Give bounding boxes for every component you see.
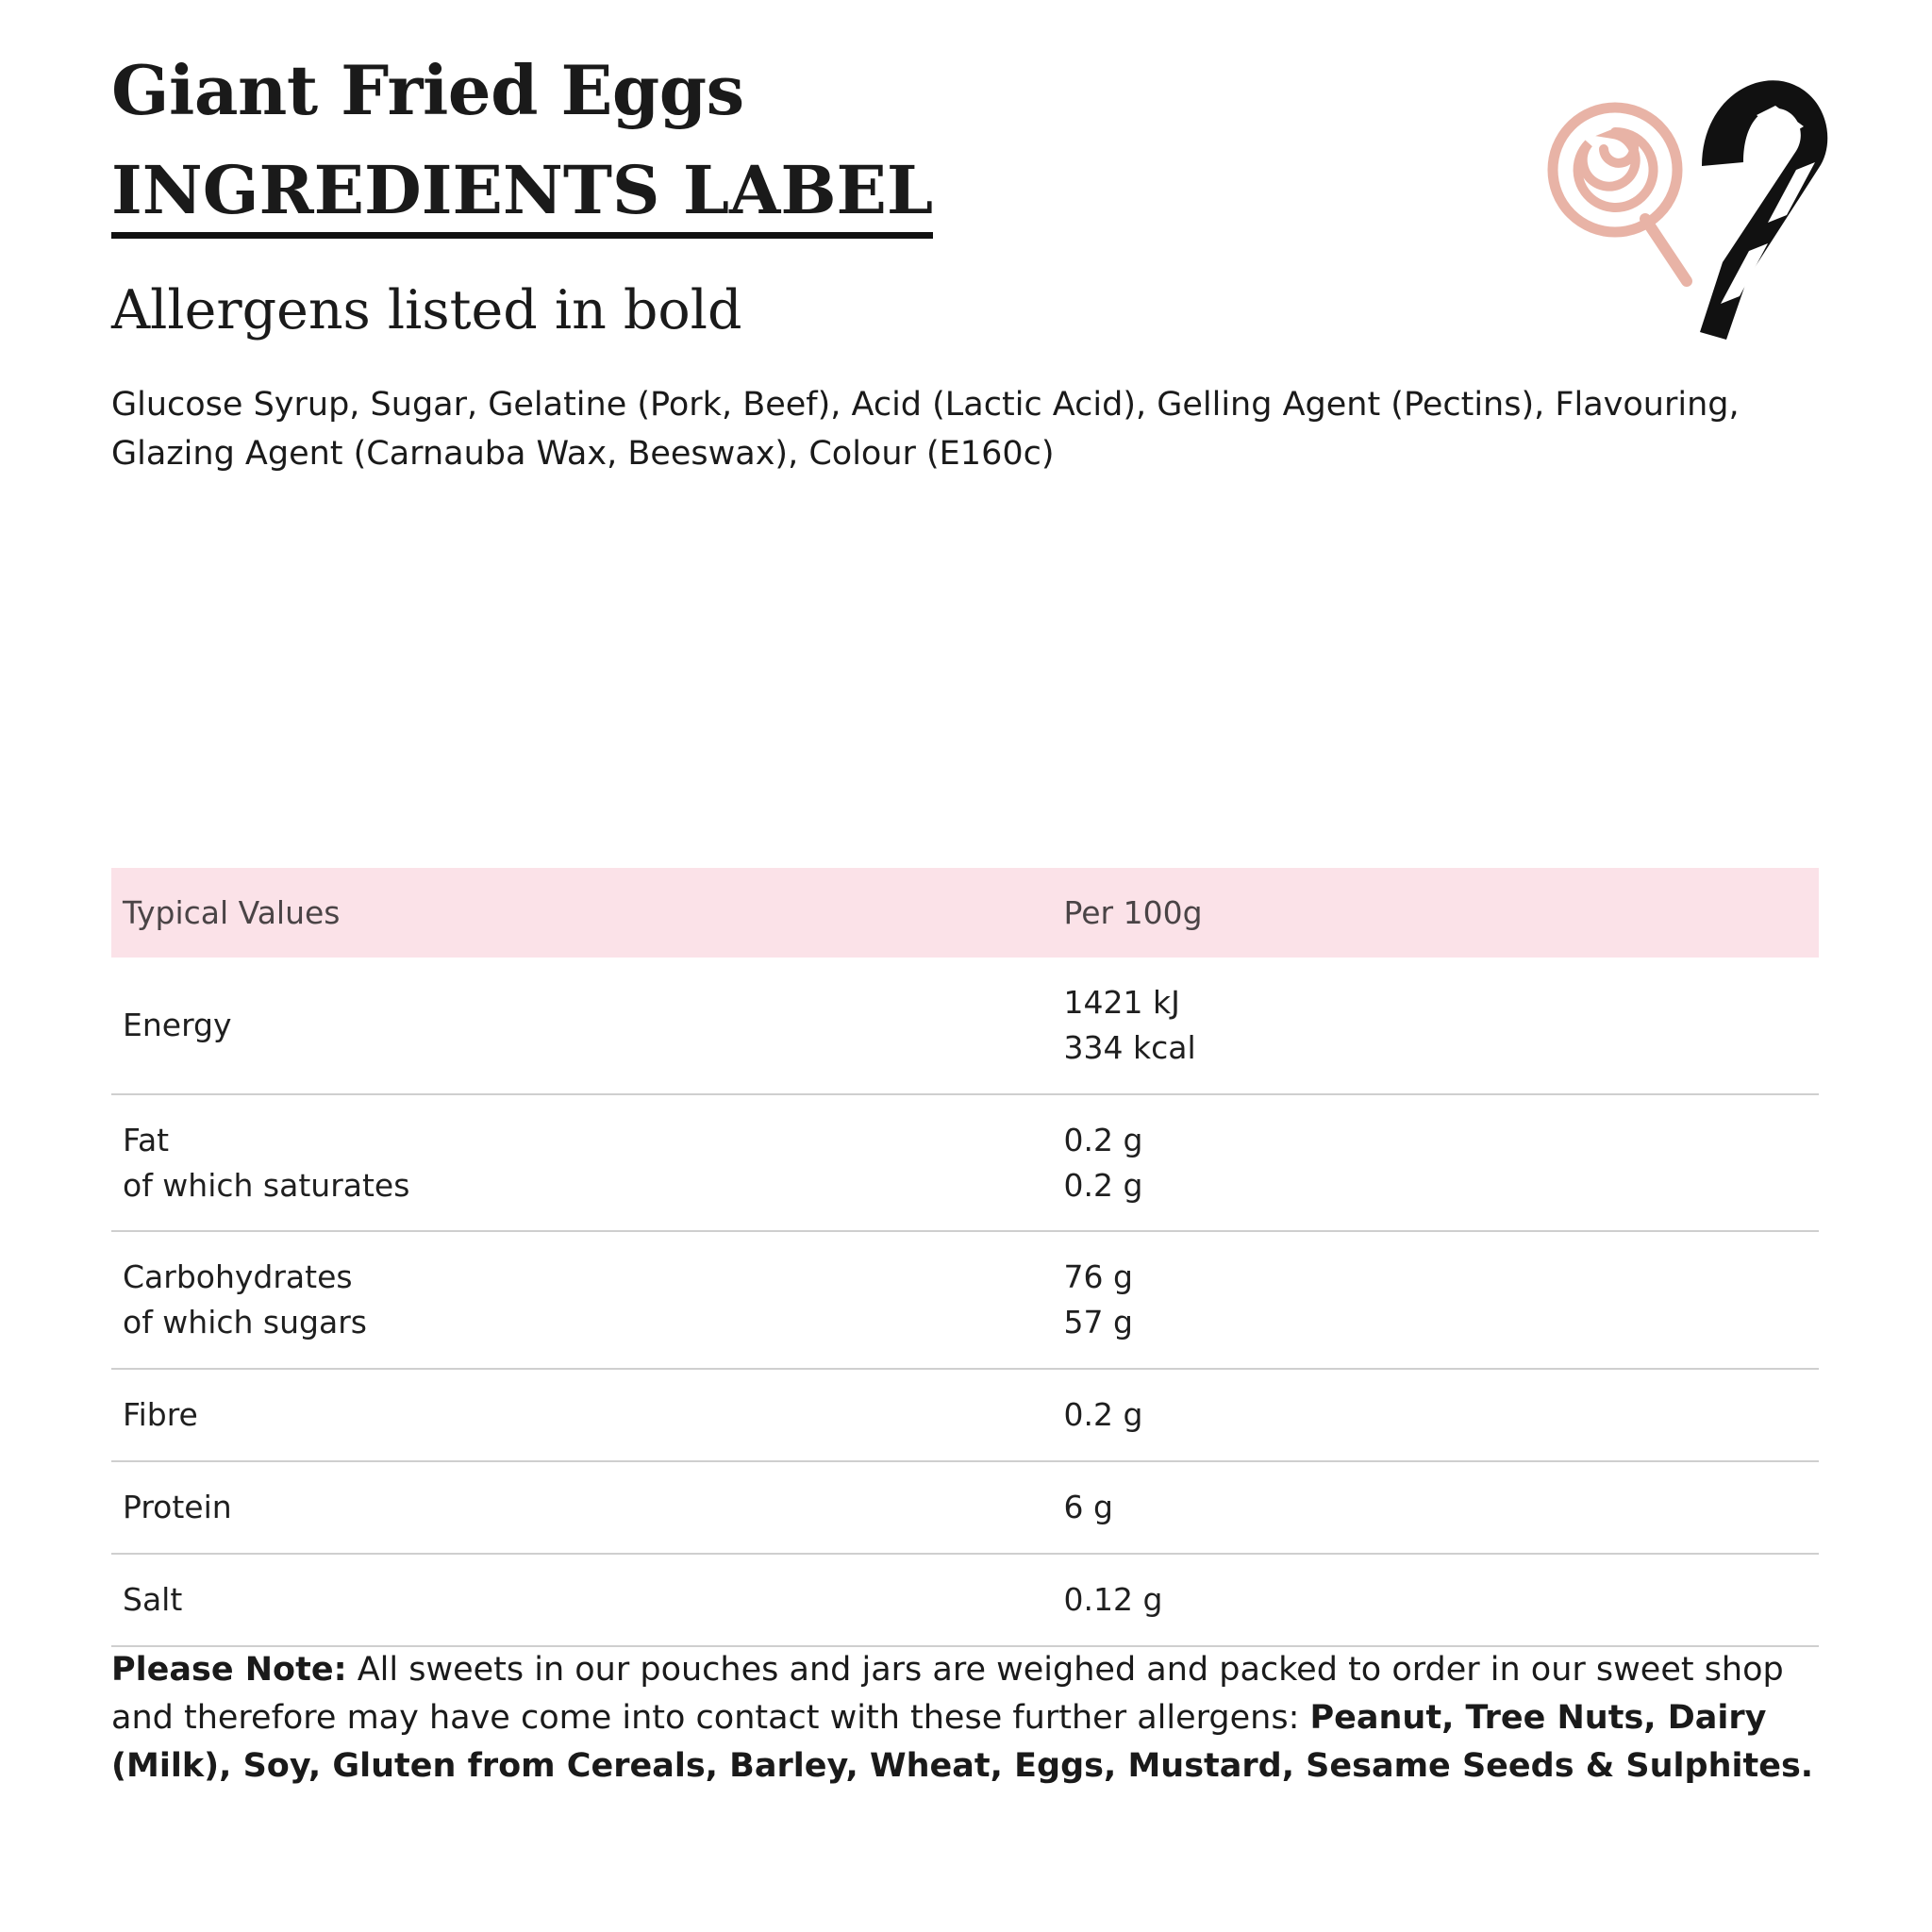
please-note-prefix: Please Note:	[111, 1651, 347, 1689]
table-row	[111, 1369, 1819, 1461]
nutrition-table	[111, 868, 1819, 1647]
candy-art	[1524, 57, 1845, 368]
row-label-carbohydrates	[111, 1231, 1051, 1369]
column-header-per-100g: Per 100g	[1051, 868, 1820, 958]
nutrient-subvalue: 57 g	[1063, 1304, 1133, 1341]
table-row	[111, 1094, 1819, 1232]
nutrient-value: 0.2 g	[1063, 1396, 1143, 1434]
lollipop-icon	[1553, 108, 1687, 281]
label-heading: INGREDIENTS LABEL	[111, 154, 933, 239]
nutrient-name: Salt	[123, 1580, 183, 1618]
please-note-body: All sweets in our pouches and jars are weighed and packed to order in our sweet shop and therefore may have come into contact with these further allergens:	[111, 1651, 1784, 1737]
table-row	[111, 1461, 1819, 1554]
column-header-typical-values: Typical Values	[111, 868, 1051, 958]
row-label-protein	[111, 1461, 1051, 1554]
nutrient-value: 0.2 g	[1063, 1121, 1143, 1158]
nutrient-subname: of which saturates	[123, 1166, 410, 1204]
table-body	[111, 958, 1819, 1646]
row-value-salt	[1051, 1554, 1820, 1646]
nutrient-name: Fat	[123, 1121, 170, 1158]
nutrient-value-kj: 1421 kJ	[1063, 984, 1180, 1021]
table-row	[111, 1554, 1819, 1646]
nutrient-value: 76 g	[1063, 1258, 1133, 1296]
row-label-energy	[111, 958, 1051, 1094]
nutrient-name: Fibre	[123, 1396, 198, 1434]
nutrient-name: Carbohydrates	[123, 1258, 353, 1296]
table-header	[111, 868, 1819, 958]
nutrient-value: 6 g	[1063, 1488, 1113, 1525]
table-row	[111, 1231, 1819, 1369]
row-label-fat	[111, 1094, 1051, 1232]
table-row	[111, 958, 1819, 1094]
nutrition-table-wrapper	[111, 868, 1819, 1647]
nutrient-value-kcal: 334 kcal	[1063, 1028, 1196, 1066]
table-header-row	[111, 868, 1819, 958]
nutrient-value: 0.12 g	[1063, 1580, 1163, 1618]
nutrient-name: Protein	[123, 1488, 232, 1525]
row-label-salt	[111, 1554, 1051, 1646]
row-value-energy	[1051, 958, 1820, 1094]
further-allergen-list: Peanut, Tree Nuts, Dairy (Milk), Soy, Gluten from Cereals, Barley, Wheat, Eggs, Mustard, Sesame Seeds & Sulphites.	[111, 1698, 1814, 1785]
nutrient-subvalue: 0.2 g	[1063, 1166, 1143, 1204]
page-title: Giant Fried Eggs	[111, 50, 744, 130]
ingredients-text: Glucose Syrup, Sugar, Gelatine (Pork, Beef), Acid (Lactic Acid), Gelling Agent (Pectins), Flavouring, Glazing Agent (Carnauba Wax, Beeswax), Colour (E160c)	[111, 385, 1740, 474]
please-note	[111, 1646, 1838, 1790]
nutrient-name: Energy	[123, 1006, 232, 1043]
row-value-fibre	[1051, 1369, 1820, 1461]
row-label-fibre	[111, 1369, 1051, 1461]
row-value-carbohydrates	[1051, 1231, 1820, 1369]
candy-cane-icon	[1700, 80, 1827, 340]
row-value-protein	[1051, 1461, 1820, 1554]
nutrient-subname: of which sugars	[123, 1304, 367, 1341]
row-value-fat	[1051, 1094, 1820, 1232]
allergen-note: Allergens listed in bold	[111, 279, 742, 342]
